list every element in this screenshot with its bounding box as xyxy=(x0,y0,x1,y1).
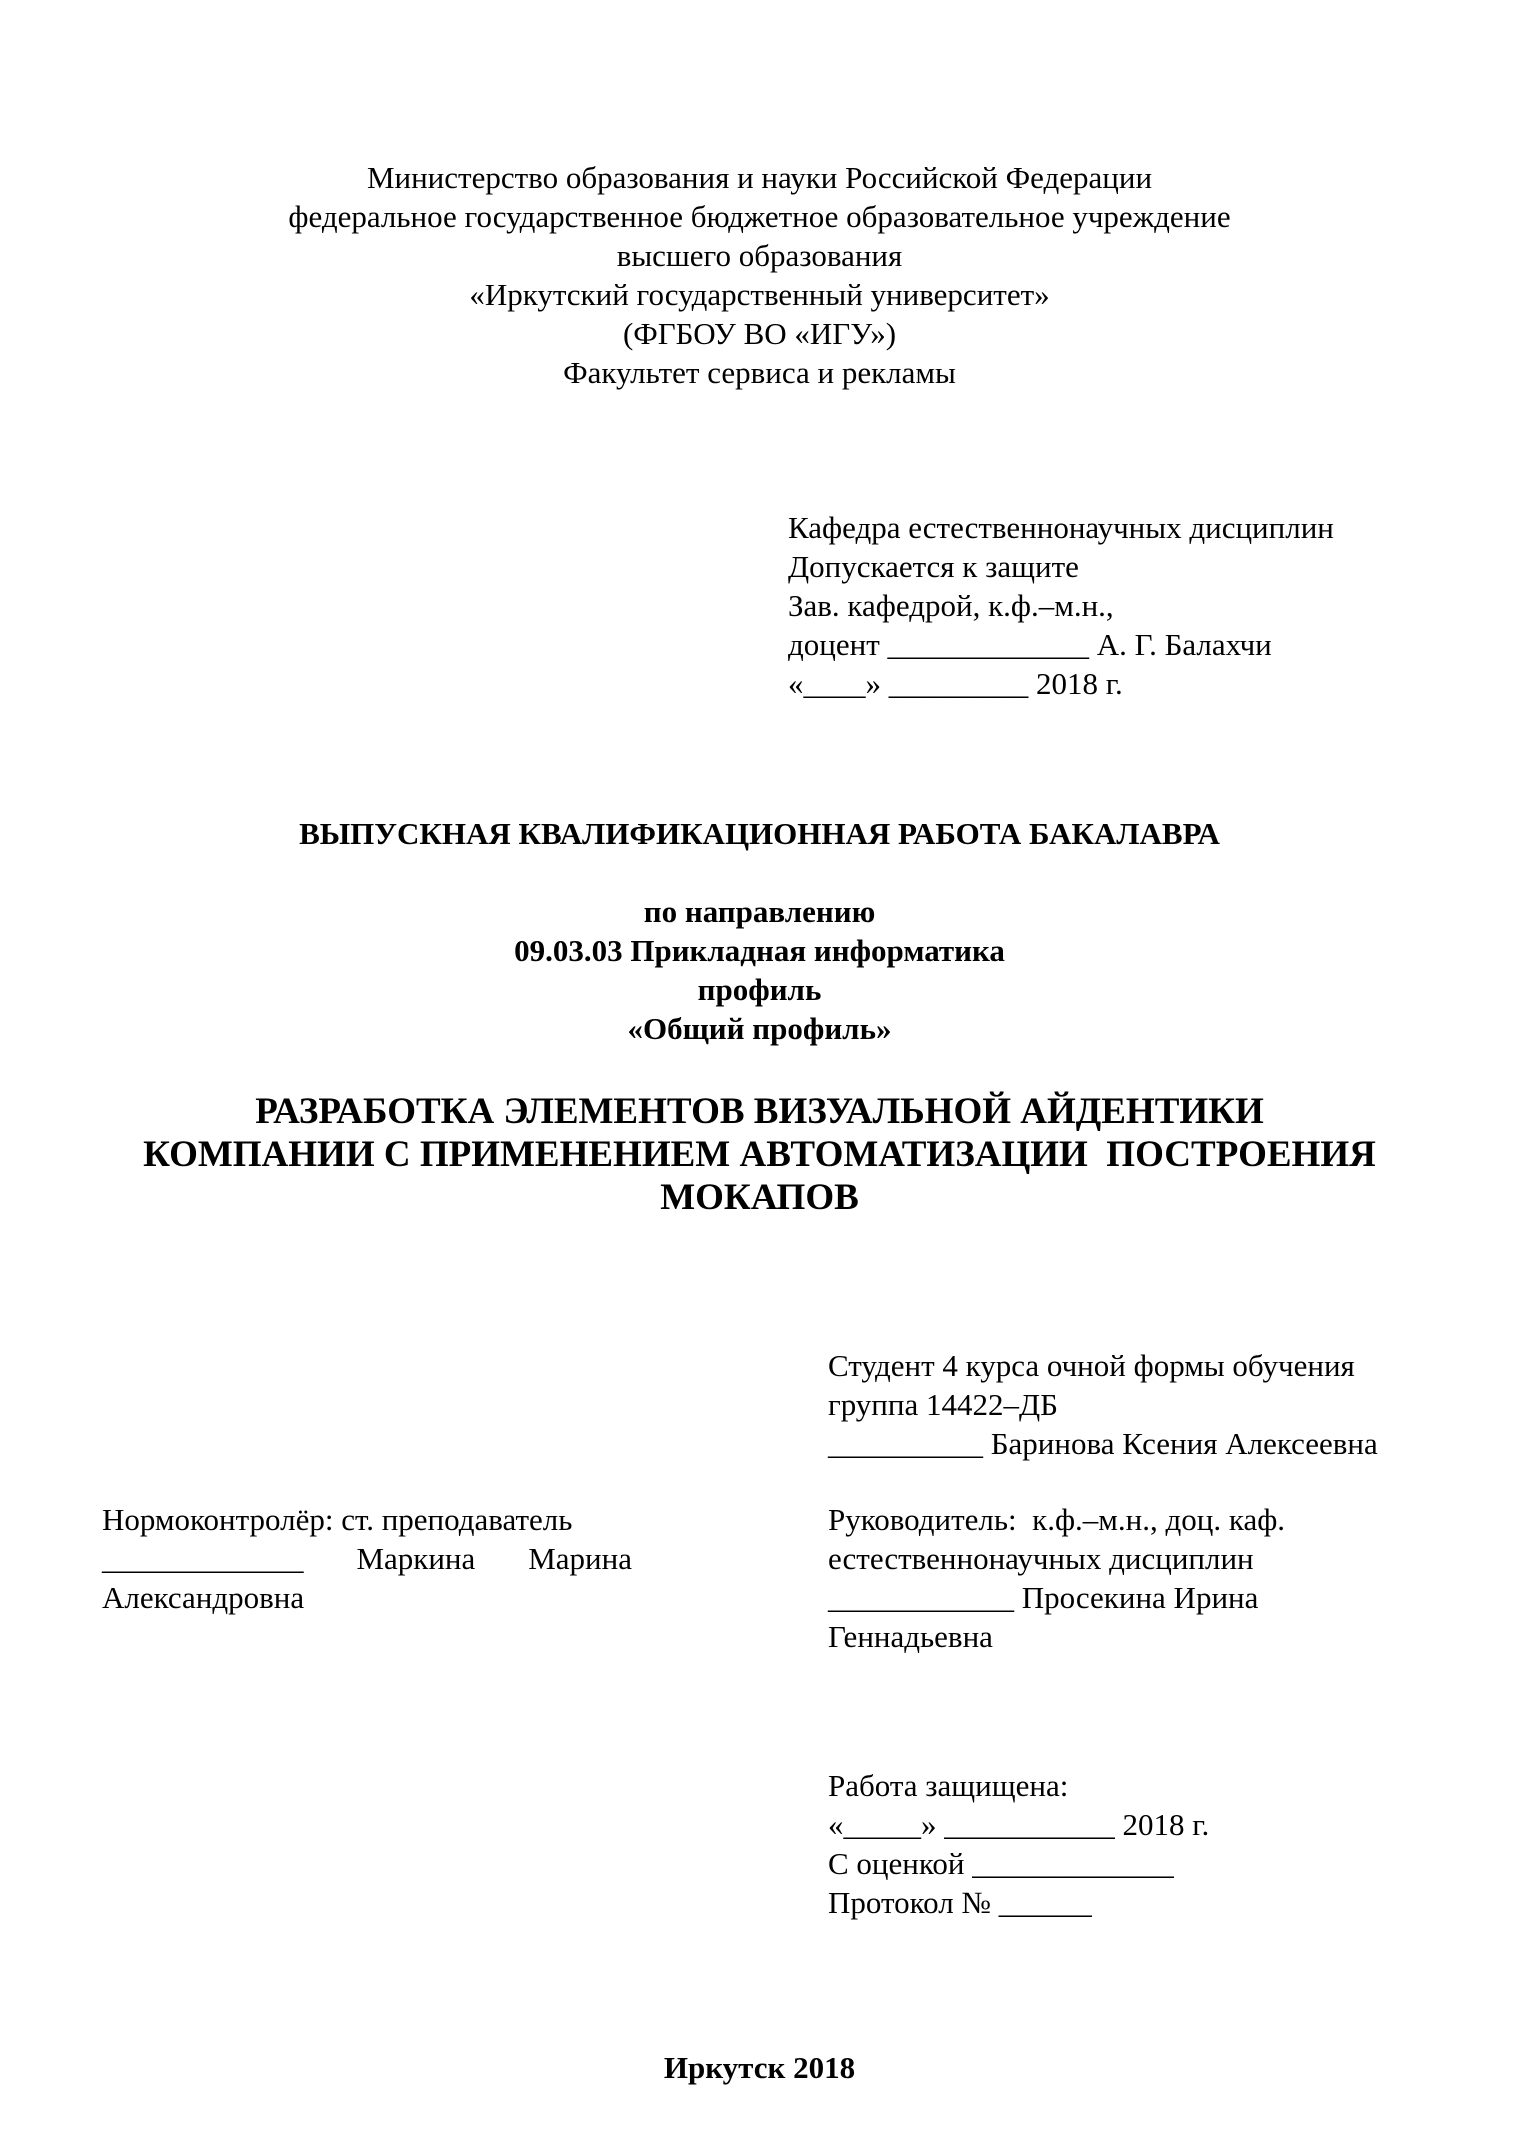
student-signature-line: __________ Баринова Ксения Алексеевна xyxy=(828,1426,1378,1461)
supervisor-block xyxy=(828,1500,1388,1656)
thesis-title xyxy=(0,1090,1519,1219)
thesis-title-line-2: КОМПАНИИ С ПРИМЕНЕНИЕМ АВТОМАТИЗАЦИИ ПОСТРОЕНИЯ xyxy=(143,1134,1376,1175)
city-year-footer xyxy=(0,2048,1519,2087)
defense-status-line: Работа защищена: xyxy=(828,1768,1069,1803)
direction-code: 09.03.03 Прикладная информатика xyxy=(514,933,1005,968)
institution-type-line: федеральное государственное бюджетное образовательное учреждение xyxy=(288,199,1231,234)
university-abbr-line: (ФГБОУ ВО «ИГУ») xyxy=(622,316,897,351)
institution-header xyxy=(0,158,1519,392)
normcontrol-title-line: Нормоконтролёр: ст. преподаватель xyxy=(102,1502,573,1537)
normcontrol-surname: Маркина xyxy=(356,1541,476,1576)
normcontrol-firstname: Марина xyxy=(528,1541,632,1576)
normcontrol-patronymic-line: Александровна xyxy=(102,1580,305,1615)
city-year-text: Иркутск 2018 xyxy=(663,2050,856,2085)
normcontrol-signature-line xyxy=(102,1539,632,1578)
head-line: Зав. кафедрой, к.ф.–м.н., xyxy=(788,588,1114,623)
student-group-line: группа 14422–ДБ xyxy=(828,1387,1058,1422)
supervisor-department-line: естественнонаучных дисциплин xyxy=(828,1541,1254,1576)
admitted-line: Допускается к защите xyxy=(788,549,1079,584)
work-type-heading xyxy=(0,814,1519,853)
department-line: Кафедра естественнонаучных дисциплин xyxy=(788,510,1334,545)
profile-name: «Общий профиль» xyxy=(627,1011,892,1046)
approval-date-line: «____» _________ 2018 г. xyxy=(788,666,1123,701)
university-name-line: «Иркутский государственный университет» xyxy=(469,277,1050,312)
defense-grade-line: С оценкой _____________ xyxy=(828,1846,1174,1881)
defense-block xyxy=(828,1766,1209,1922)
normcontrol-block xyxy=(102,1500,632,1617)
thesis-title-line-3: МОКАПОВ xyxy=(660,1177,859,1218)
student-course-line: Студент 4 курса очной формы обучения xyxy=(828,1348,1355,1383)
student-block xyxy=(828,1346,1378,1463)
ministry-line: Министерство образования и науки Российской Федерации xyxy=(366,160,1153,195)
approval-block xyxy=(788,508,1334,703)
normcontrol-signature-blank: _____________ xyxy=(102,1541,304,1576)
education-level-line: высшего образования xyxy=(616,238,903,273)
faculty-line: Факультет сервиса и рекламы xyxy=(563,355,956,390)
supervisor-title-line: Руководитель: к.ф.–м.н., доц. каф. xyxy=(828,1502,1286,1537)
thesis-title-line-1: РАЗРАБОТКА ЭЛЕМЕНТОВ ВИЗУАЛЬНОЙ АЙДЕНТИКИ xyxy=(255,1091,1264,1132)
supervisor-patronymic-line: Геннадьевна xyxy=(828,1619,993,1654)
work-type-text: ВЫПУСКНАЯ КВАЛИФИКАЦИОННАЯ РАБОТА БАКАЛАВРА xyxy=(299,816,1220,851)
supervisor-signature-line: ____________ Просекина Ирина xyxy=(828,1580,1259,1615)
docent-signature-line: доцент _____________ А. Г. Балахчи xyxy=(788,627,1272,662)
defense-date-line: «_____» ___________ 2018 г. xyxy=(828,1807,1210,1842)
direction-block xyxy=(0,892,1519,1048)
defense-protocol-line: Протокол № ______ xyxy=(828,1885,1092,1920)
profile-label: профиль xyxy=(697,972,822,1007)
direction-label: по направлению xyxy=(643,894,876,929)
